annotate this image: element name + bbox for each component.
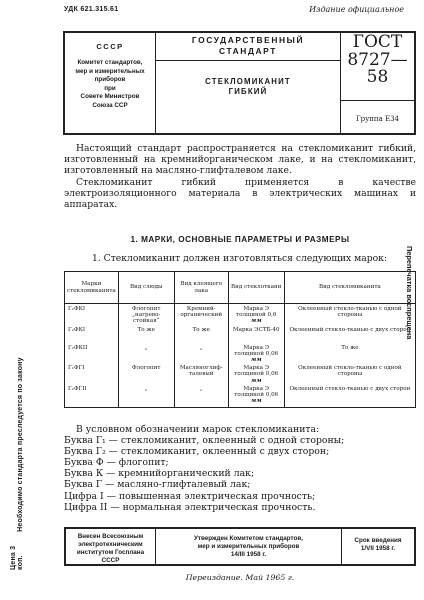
reissue-note: Переиздание. Май 1965 г. — [185, 573, 295, 582]
ussr-label: СССР — [96, 42, 124, 51]
column-header: Вид клеящего лака — [174, 272, 228, 304]
effective-line: 1/VII 1958 г. — [360, 545, 396, 552]
copyright-notice: Необходимо стандарта преследуется по закону — [17, 357, 24, 532]
introduced-line: СССР — [101, 557, 120, 564]
type-cell: Оклеенный стекло-тканью с двух сторон — [284, 384, 415, 408]
paragraph-grades-intro: 1. Стекломиканит должен изготовляться следующих марок: — [92, 253, 388, 264]
committee-line: Совете Министров — [80, 93, 140, 101]
cloth-text: Марка ЭСТБ-40 — [232, 326, 280, 333]
cloth-unit: мм — [250, 318, 262, 325]
lacquer-cell: „ — [174, 343, 228, 364]
cloth-cell — [228, 325, 284, 343]
state-standard-line: СТАНДАРТ — [219, 45, 277, 56]
lacquer-cell: То же — [174, 325, 228, 343]
issuer-column — [65, 33, 156, 133]
footer-block — [64, 527, 416, 566]
introduced-line: Внесен Всесоюзным — [77, 533, 144, 540]
introduced-line: электротехническим — [78, 541, 143, 548]
paragraph-application: Стекломиканит гибкий применяется в качестве электроизоляционного материала в электрических машинах и аппаратах. — [64, 177, 416, 211]
gost-label: ГОСТ — [352, 32, 403, 52]
introduced-line: институтом Госплана — [76, 549, 145, 556]
effective-line: Срок введения — [354, 537, 402, 544]
table-header-row — [65, 272, 416, 304]
type-cell: Оклеенный стекло-тканью с одной стороны — [284, 363, 415, 384]
cloth-text: Марка Э толщиной 0,06 — [234, 365, 279, 378]
legend-item: Буква Г₁ — стекломиканит, оклеенный с одной стороны; — [64, 435, 345, 447]
title-column — [156, 33, 341, 133]
mica-cell: „ — [118, 384, 174, 408]
legend-item: Буква Г — масляно-глифталевый лак; — [64, 479, 251, 491]
gost-designation — [341, 34, 414, 101]
column-header: Вид слюды — [118, 272, 174, 304]
grade-cell: Г₂ФКI — [65, 325, 119, 343]
state-standard-label — [156, 33, 340, 61]
group-code: Группа Е34 — [356, 115, 399, 123]
cloth-unit: мм — [250, 357, 262, 364]
cloth-text: Марка Э толщиной 0,06 — [234, 385, 279, 399]
column-header: Вид стеклоткани — [228, 272, 284, 304]
table-row — [65, 363, 416, 384]
legend-item: Буква К — кремнийорганический лак; — [64, 468, 255, 480]
price-label: Цена 3 коп. — [10, 545, 24, 570]
lacquer-cell: Масляноглиф-талевый — [174, 363, 228, 384]
cloth-cell — [228, 384, 284, 408]
table-row — [65, 343, 416, 364]
type-cell: Оклеенный стекло-тканью с двух сторон — [284, 325, 415, 343]
committee-line: приборов — [94, 76, 126, 84]
section-heading: 1. МАРКИ, ОСНОВНЫЕ ПАРАМЕТРЫ И РАЗМЕРЫ — [130, 235, 350, 244]
cloth-cell — [228, 304, 284, 325]
grades-table — [64, 271, 416, 408]
legend-item: Буква Г₂ — стекломиканит, оклеенный с двух сторон; — [64, 446, 330, 458]
mica-cell: Флогопит — [118, 363, 174, 384]
cloth-text: Марка Э толщиной 0,6 — [236, 306, 277, 319]
legend-item: Цифра I — повышенная электрическая прочность; — [64, 490, 316, 502]
grade-cell: Г₂ФГII — [65, 384, 119, 408]
lacquer-cell: „ — [174, 384, 228, 408]
cloth-cell — [228, 343, 284, 364]
table-row — [65, 325, 416, 343]
state-standard-line: ГОСУДАРСТВЕННЫЙ — [191, 35, 305, 45]
table-row — [65, 384, 416, 408]
column-header: Вид стекломиканита — [284, 272, 415, 304]
committee-line: мер и измерительных — [75, 67, 145, 75]
header-block — [63, 31, 416, 135]
cloth-unit: мм — [250, 377, 262, 384]
legend-item: Буква Ф — флогопит; — [64, 457, 169, 469]
mica-cell: Флогопит „нагрево-стойкая“ — [118, 304, 174, 325]
type-cell: То же — [284, 343, 415, 364]
approved-by — [156, 529, 342, 564]
introduced-by — [66, 529, 156, 564]
approved-line: Утвержден Комитетом стандартов, — [193, 535, 303, 542]
mica-cell: То же — [118, 325, 174, 343]
cloth-unit: мм — [250, 398, 262, 405]
committee-line: Союза ССР — [92, 101, 128, 109]
title-line: ГИБКИЙ — [228, 87, 268, 96]
gost-column — [341, 33, 414, 133]
designation-legend — [64, 424, 404, 513]
effective-date — [342, 529, 414, 564]
legend-item: Цифра II — нормальная электрическая прочность. — [64, 501, 316, 513]
committee-line: Комитет стандартов, — [77, 59, 143, 66]
document-title — [156, 77, 340, 97]
gost-number: 8727—58 — [347, 50, 408, 87]
legend-intro: В условном обозначении марок стекломиканита: — [76, 424, 320, 435]
grade-cell: Г₁ФГI — [65, 363, 119, 384]
approved-line: 14/III 1958 г. — [230, 551, 267, 558]
table-row — [65, 304, 416, 325]
grade-cell: Г₁ФКI — [65, 304, 119, 325]
edition-label: Издание официальное — [309, 5, 404, 14]
paragraph-scope: Настоящий стандарт распространяется на стекломиканит гибкий, изготовленный на кремнийорганическом лаке, и на стекломиканит, изготовленный на масляно-глифталевом лаке. — [64, 143, 416, 177]
grade-cell: Г₂ФКII — [65, 343, 119, 364]
reprint-prohibited: Перепечатка воспрещена — [405, 246, 414, 340]
column-header: Марки стекломиканита — [65, 272, 119, 304]
type-cell: Оклеенный стекло-тканью с одной стороны — [284, 304, 415, 325]
committee-line: при — [104, 84, 116, 92]
lacquer-cell: Кремний-органический — [174, 304, 228, 325]
mica-cell: „ — [118, 343, 174, 364]
approved-line: мер и измерительных приборов — [197, 543, 300, 550]
cloth-text: Марка Э толщиной 0,06 — [234, 344, 279, 357]
committee-name — [65, 59, 155, 111]
title-line: СТЕКЛОМИКАНИТ — [205, 77, 291, 86]
left-margin-text — [10, 50, 24, 570]
cloth-cell — [228, 363, 284, 384]
udk-code: УДК 621.315.61 — [64, 6, 119, 13]
